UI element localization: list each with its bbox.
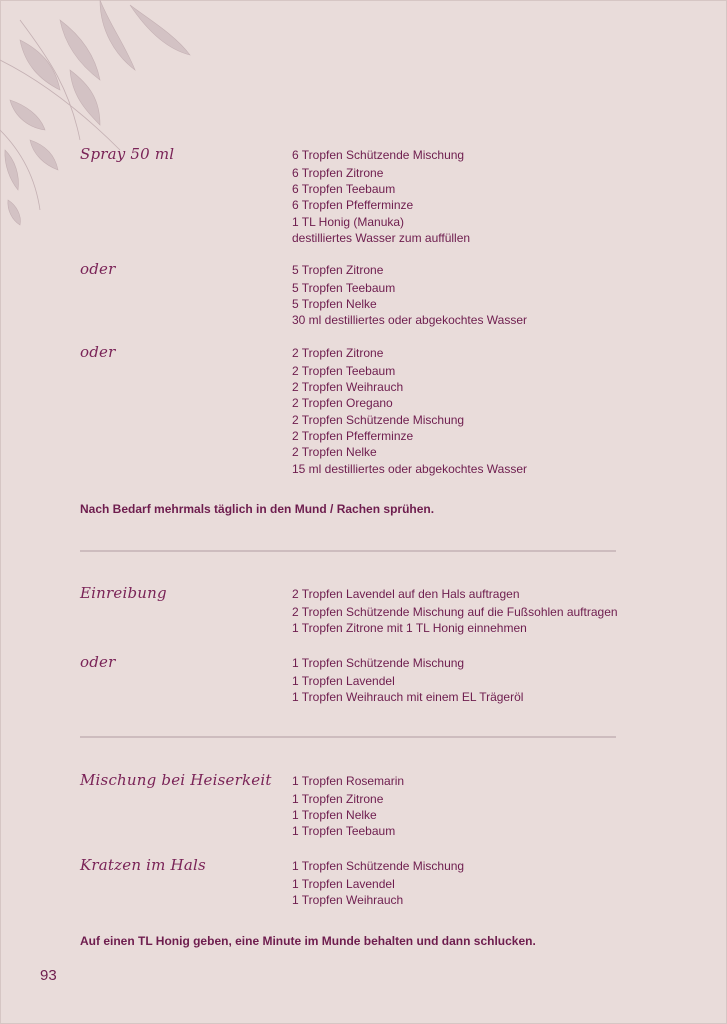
section-heading-heiserkeit: Mischung bei Heiserkeit [80,771,272,789]
ingredient-line: 6 Tropfen Pfefferminze [292,198,414,213]
ingredient-line: 5 Tropfen Nelke [292,297,377,312]
ingredient-line: 6 Tropfen Zitrone [292,165,384,180]
ingredient-list [292,655,523,705]
ingredient-list [292,262,527,329]
ingredient-list [292,858,464,908]
section-heading-oder: oder [80,260,116,278]
ingredient-line: 1 Tropfen Rosemarin [292,774,405,788]
ingredient-line: 1 Tropfen Weihrauch [292,893,404,908]
ingredient-line: 2 Tropfen Schützende Mischung auf die Fußsohlen auftragen [292,604,618,619]
ingredient-line: 6 Tropfen Teebaum [292,182,396,197]
page-number: 93 [40,967,57,984]
ingredient-line: 1 Tropfen Lavendel [292,876,395,891]
ingredient-line: 1 Tropfen Lavendel [292,673,395,688]
divider [80,550,616,552]
ingredient-line: 5 Tropfen Zitrone [292,263,384,277]
ingredient-line: 1 Tropfen Zitrone mit 1 TL Honig einnehmen [292,621,527,636]
usage-note: Nach Bedarf mehrmals täglich in den Mund / Rachen sprühen. [80,502,435,516]
ingredient-line: 1 Tropfen Zitrone [292,791,384,806]
ingredient-line: 2 Tropfen Pfefferminze [292,428,414,443]
ingredient-line: 1 Tropfen Nelke [292,808,377,823]
ingredient-line: 1 Tropfen Schützende Mischung [292,656,465,670]
section-heading-kratzen: Kratzen im Hals [80,856,206,874]
ingredient-line: 30 ml destilliertes oder abgekochtes Wasser [292,313,527,328]
ingredient-line: 5 Tropfen Teebaum [292,280,396,295]
ingredient-list [292,147,470,246]
section-heading-spray: Spray 50 ml [80,145,175,163]
ingredient-line: 2 Tropfen Lavendel auf den Hals auftragen [292,587,520,601]
ingredient-line: 2 Tropfen Nelke [292,445,377,460]
ingredient-line: 15 ml destilliertes oder abgekochtes Wasser [292,461,527,476]
ingredient-line: 1 Tropfen Schützende Mischung [292,859,465,873]
botanical-leaves-illustration [0,0,200,250]
section-heading-oder: oder [80,653,116,671]
usage-note: Auf einen TL Honig geben, eine Minute im Munde behalten und dann schlucken. [80,934,536,948]
section-heading-oder: oder [80,343,116,361]
ingredient-line: 1 Tropfen Weihrauch mit einem EL Trägeröl [292,690,524,705]
ingredient-line: 1 Tropfen Teebaum [292,824,396,839]
ingredient-line: 2 Tropfen Schützende Mischung [292,412,465,427]
ingredient-line: 2 Tropfen Oregano [292,396,393,411]
ingredient-line: 2 Tropfen Weihrauch [292,380,404,395]
ingredient-line: 2 Tropfen Zitrone [292,346,384,360]
ingredient-line: 6 Tropfen Schützende Mischung [292,148,465,162]
ingredient-line: destilliertes Wasser zum auffüllen [292,230,471,245]
ingredient-line: 2 Tropfen Teebaum [292,363,396,378]
ingredient-list [292,586,618,636]
ingredient-list [292,773,404,840]
divider [80,736,616,738]
ingredient-list [292,345,527,477]
ingredient-line: 1 TL Honig (Manuka) [292,214,405,229]
section-heading-einreibung: Einreibung [80,584,167,602]
